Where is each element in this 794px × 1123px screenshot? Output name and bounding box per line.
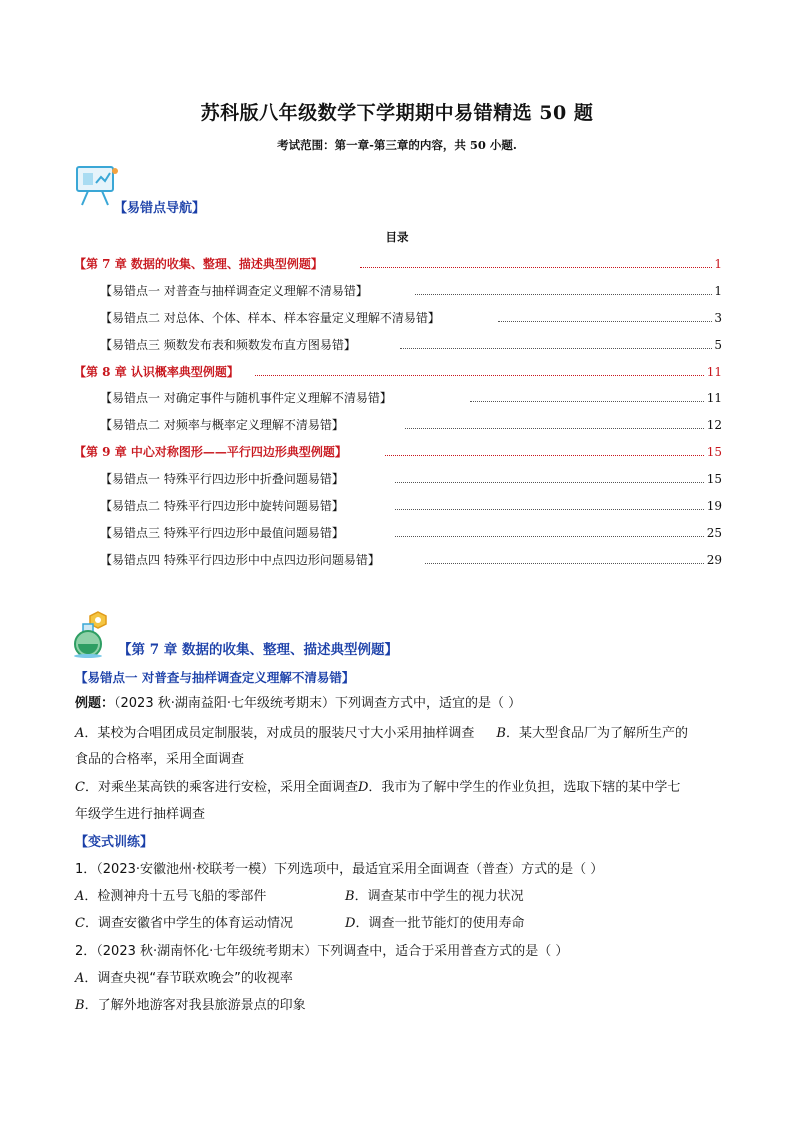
example-label: 例题：: [75, 696, 115, 711]
toc-item[interactable]: 【易错点一 特殊平行四边形中折叠问题易错】 15: [0, 469, 794, 489]
nav-heading: 【易错点导航】: [114, 201, 206, 216]
q2-option-a: A．调查央视“春节联欢晚会”的收视率: [75, 971, 293, 986]
toc-chapter-9[interactable]: 【第 9 章 中心对称图形——平行四边形典型例题】 15: [0, 442, 794, 462]
toc-item[interactable]: 【易错点三 特殊平行四边形中最值问题易错】 25: [0, 523, 794, 543]
toc-item[interactable]: 【易错点二 对总体、个体、样本、样本容量定义理解不清易错】 3: [0, 308, 794, 328]
practice-label: 【变式训练】: [75, 835, 154, 850]
page-title: 苏科版八年级数学下学期期中易错精选 50 题: [200, 102, 594, 124]
example-question: 例题：（2023 秋·湖南益阳·七年级统考期末）下列调查方式中，适宜的是（ ）: [75, 696, 522, 711]
q2-option-b: B．了解外地游客对我县旅游景点的印象: [75, 998, 306, 1013]
toc-item[interactable]: 【易错点三 频数发布表和频数发布直方图易错】 5: [0, 335, 794, 355]
toc-item[interactable]: 【易错点二 对频率与概率定义理解不清易错】 12: [0, 415, 794, 435]
flask-icon: [70, 610, 116, 658]
q1-stem: 1．（2023·安徽池州·校联考一模）下列选项中，最适宜采用全面调查（普查）方式的是（ ）: [75, 862, 604, 877]
error-point-title: 【易错点一 对普查与抽样调查定义理解不清易错】: [75, 670, 355, 685]
section-title: 【第 7 章 数据的收集、整理、描述典型例题】: [118, 642, 398, 658]
toc-chapter-7[interactable]: 【第 7 章 数据的收集、整理、描述典型例题】 1: [0, 254, 794, 274]
toc-item[interactable]: 【易错点一 对确定事件与随机事件定义理解不清易错】 11: [0, 388, 794, 408]
example-option-b-cont: 食品的合格率，采用全面调查: [75, 752, 245, 767]
toc-item[interactable]: 【易错点四 特殊平行四边形中中点四边形问题易错】 29: [0, 550, 794, 570]
toc-heading: 目录: [385, 230, 409, 244]
toc-item[interactable]: 【易错点一 对普查与抽样调查定义理解不清易错】 1: [0, 281, 794, 301]
example-option-c-d: C．对乘坐某高铁的乘客进行安检，采用全面调查D．我市为了解中学生的作业负担，选取下辖的某中学七: [75, 780, 681, 795]
example-option-a-b: A．某校为合唱团成员定制服装，对成员的服装尺寸大小采用抽样调查 B．某大型食品厂为了解所生产的: [75, 726, 688, 741]
toc-chapter-8[interactable]: 【第 8 章 认识概率典型例题】 11: [0, 362, 794, 382]
exam-scope: 考试范围：第一章-第三章的内容，共 50 小题.: [277, 138, 517, 152]
toc-item[interactable]: 【易错点二 特殊平行四边形中旋转问题易错】 19: [0, 496, 794, 516]
example-option-d-cont: 年级学生进行抽样调查: [75, 807, 206, 822]
q2-stem: 2．（2023 秋·湖南怀化·七年级统考期末）下列调查中，适合于采用普查方式的是（ ）: [75, 944, 569, 959]
